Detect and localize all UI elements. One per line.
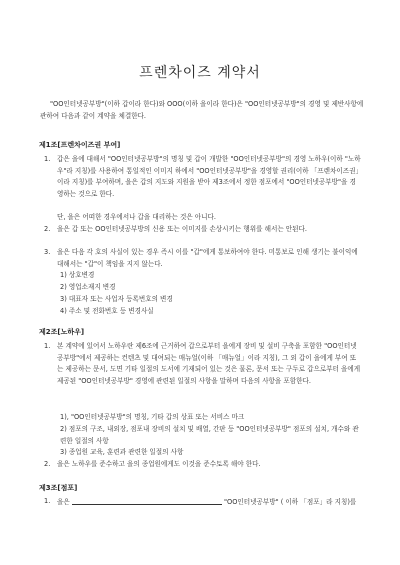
article3-heading: 제3조[점포] (39, 484, 78, 492)
item-prefix: 을은 (57, 498, 70, 506)
item-number: 1. (44, 497, 51, 505)
article2-item1 (44, 341, 362, 387)
item-text: 갑은 을에 대해서 "OO인터넷공부방"의 명칭 및 갑이 개발한 "OO인터넷공부방"의 경영 노하우(이하 "노하우"라 지칭)를 사용하여 통일적인 이미지 하에서 "OO인터넷공부방"을 경영할 권리(이하 「프렌차이즈권」이라 지칭)를 부여하며, 을은 갑의 지도와 지원을 받아 제3조에서 정한 점포에서 "OO인터넷공부방"을 경영하는 것으로 한다. (57, 155, 361, 198)
article3-item1 (44, 496, 364, 509)
article1-subitem: 4) 주소 및 전화번호 등 변경사실 (60, 307, 154, 315)
item-text: 을은 다음 각 호의 사실이 있는 경우 즉시 이를 "갑"에게 통보하여야 한다. 미통보로 인해 생기는 불이익에 대해서는 "갑"이 책임을 지지 않는다. (57, 248, 358, 268)
article2-subitem: 1), "OO인터넷공부방"의 명칭, 기타 갑의 상표 또는 서비스 마크 (60, 413, 245, 421)
blank-fill-line (72, 496, 222, 505)
item-text: 을은 노하우를 준수하고 을의 종업원에게도 이것을 준수토록 해야 한다. (57, 460, 261, 468)
article1-subitem: 2) 영업소재지 변경 (60, 283, 116, 291)
item-text: 을은 갑 또는 OO인터넷공부방의 신용 또는 이미지를 손상시키는 행위를 해서는 안된다. (57, 225, 307, 233)
article1-heading: 제1조[프렌차이즈권 부여] (39, 141, 121, 149)
article2-subitem: 2) 점포의 구조, 내외장, 점포내 장비의 설치 및 배열, 간판 등 "OO인터넷공부방" 점포의 설치, 개수와 관련한 일절의 사항 (60, 425, 359, 445)
article1-item1-note (44, 212, 362, 224)
item-suffix: "OO인터넷공부방" ( 이하 「점포」라 지칭)를 (223, 498, 357, 506)
article1-subitem: 3) 대표자 또는 사업자 등록번호의 변경 (60, 295, 173, 303)
article1-item1 (44, 154, 362, 200)
item-number: 1. (44, 342, 51, 350)
article2-heading: 제2조[노하우] (39, 328, 85, 336)
item-number: 2. (44, 460, 51, 468)
article1-item2 (44, 224, 362, 236)
article2-subitem: 3) 종업원 교육, 훈련과 관련한 일절의 사항 (60, 448, 184, 456)
item-number: 1. (44, 155, 51, 163)
item-text: 단, 을은 어떠한 경우에서나 갑을 대리하는 것은 아니다. (57, 213, 216, 221)
document-title: 프렌차이즈 계약서 (139, 65, 261, 81)
article2-item2 (44, 459, 362, 471)
article1-subitem: 1) 상호변경 (60, 271, 95, 279)
article1-item3 (44, 247, 362, 270)
intro-paragraph: "OO인터넷공부방"(이하 갑이라 한다)와 OOO(이하 을이라 한다)은 "OO인터넷공부방"의 경영 및 제반사항에 관하여 다음과 같이 계약을 체결한다. (40, 100, 364, 120)
item-number: 2. (44, 225, 51, 233)
item-text: 본 계약에 있어서 노하우란 제6조에 근거하여 갑으로부터 을에게 장비 및 설비 구축을 포함한 "OO인터넷공부방"에서 제공하는 컨텐츠 및 대여되는 매뉴얼(이하 「매뉴얼」이라 지칭), 그 외 갑이 을에게 부여 또는 제공하는 문서, 도면 기타 일절의 도서에 기재되어 있는 것은 물론, 문서 또는 구두로 갑으로부터 을에게 제공된 "OO인터넷공부방" 경영에 관련된 일절의 사항을 말하며 다음의 사항을 포함한다. (57, 342, 361, 385)
item-number: 3. (44, 248, 51, 256)
